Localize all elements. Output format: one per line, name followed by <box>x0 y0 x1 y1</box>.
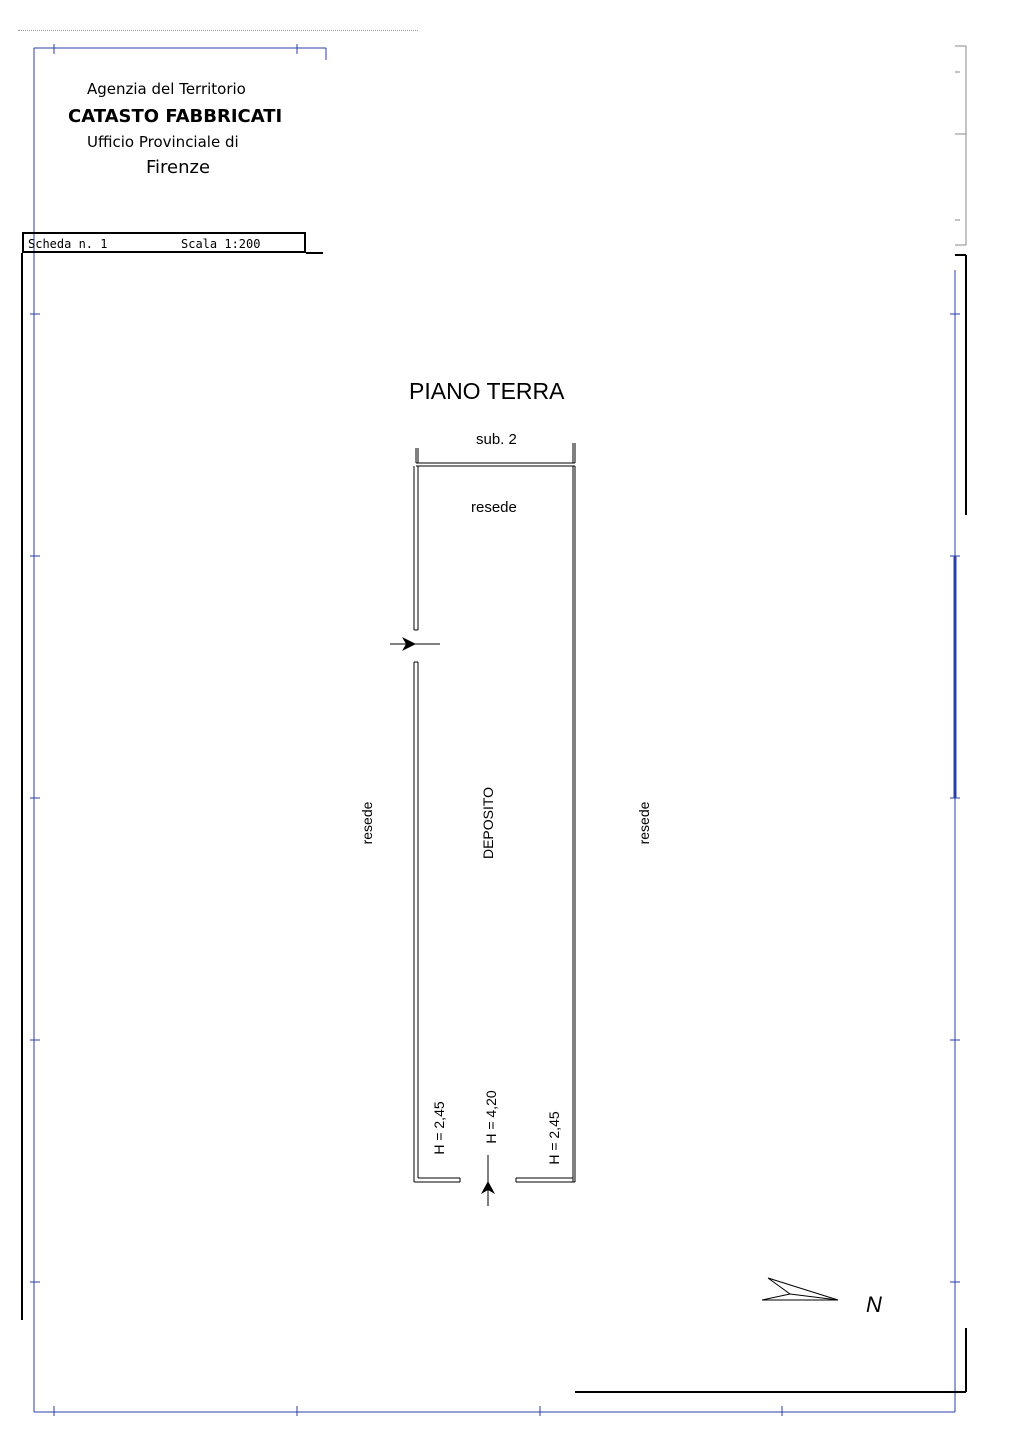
height-label-right: H = 2,45 <box>546 1111 562 1165</box>
office-label: Ufficio Provinciale di <box>87 133 239 151</box>
north-label: N <box>866 1292 882 1317</box>
floor-title: PIANO TERRA <box>409 378 565 404</box>
binding-strip <box>955 46 966 245</box>
sheet-scale: Scala 1:200 <box>181 237 261 251</box>
height-label-center: H = 4,20 <box>483 1090 499 1144</box>
entrance-arrow-icon <box>481 1155 495 1206</box>
sheet-number: Scheda n. 1 <box>28 237 108 251</box>
courtyard-label-left: resede <box>359 801 375 845</box>
courtyard-label-top: resede <box>471 499 517 516</box>
agency-name: Agenzia del Territorio <box>87 80 246 98</box>
city-name: Firenze <box>146 157 211 178</box>
sheet-info-box <box>22 232 306 253</box>
entrance-arrow-icon <box>390 637 440 651</box>
height-label-left: H = 2,45 <box>431 1101 447 1155</box>
courtyard-label-right: resede <box>636 801 652 845</box>
north-arrow-icon <box>762 1278 838 1300</box>
adjacent-unit-label: sub. 2 <box>476 431 517 448</box>
room-label: DEPOSITO <box>480 786 496 860</box>
catasto-title: CATASTO FABBRICATI <box>68 106 283 127</box>
